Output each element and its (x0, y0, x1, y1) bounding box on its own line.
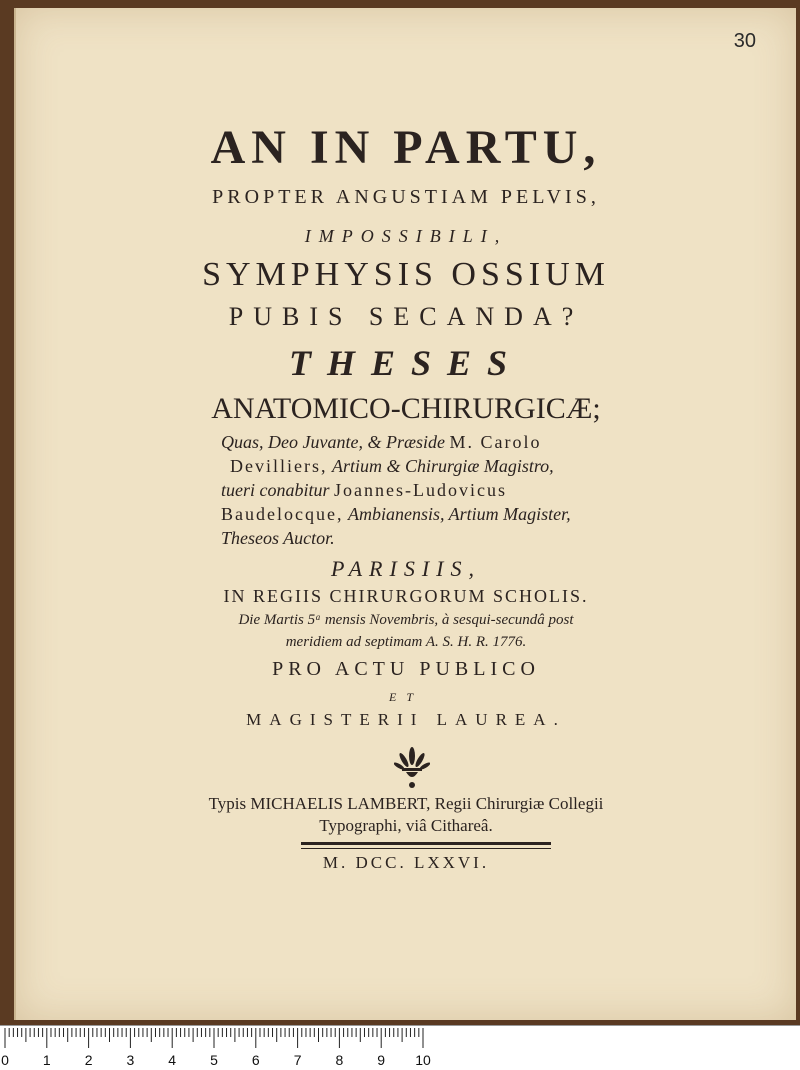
double-rule-top (301, 842, 551, 845)
imprint-act: PRO ACTU PUBLICO (272, 658, 540, 680)
ruler-label: 8 (335, 1052, 344, 1068)
imprint-date-1: Die Martis 5ᵃ mensis Novembris, à sesqui-secundâ post (238, 612, 574, 628)
imprint-et: ET (388, 690, 423, 704)
ruler-label: 4 (168, 1052, 177, 1068)
ruler-label: 2 (84, 1052, 93, 1068)
ruler-label: 5 (210, 1052, 218, 1068)
dedication-paragraph (221, 430, 651, 550)
double-rule-bottom (301, 848, 551, 849)
dedication-quas: Quas, Deo Juvante, & Præside (221, 432, 445, 452)
title-line-2: PROPTER ANGUSTIAM PELVIS, (212, 186, 600, 208)
dedication-tueri: tueri conabitur (221, 480, 330, 500)
ruler-label: 0 (1, 1052, 9, 1068)
title-line-3: IMPOSSIBILI, (304, 226, 508, 246)
ruler-label: 6 (251, 1052, 260, 1068)
ruler-label: 1 (42, 1052, 51, 1068)
fleuron-icon (394, 746, 430, 790)
dedication-devilliers: Devilliers, (230, 456, 328, 476)
title-page (14, 8, 796, 1020)
ruler-label: 9 (377, 1052, 386, 1068)
dedication-auctor: Theseos Auctor. (221, 528, 335, 548)
imprint-place: IN REGIIS CHIRURGORUM SCHOLIS. (223, 586, 589, 606)
ruler-label: 7 (293, 1052, 302, 1068)
dedication-baudelocque: Baudelocque, (221, 504, 344, 524)
imprint-city: PARISIIS, (331, 556, 481, 581)
imprint-laurea: MAGISTERII LAUREA. (246, 710, 566, 729)
title-line-4: SYMPHYSIS OSSIUM (202, 256, 610, 293)
ruler-scale (0, 1026, 800, 1070)
measurement-ruler (0, 1025, 800, 1070)
folio-number: 30 (733, 30, 756, 52)
dedication-carolo: M. Carolo (449, 432, 542, 452)
printer-line-2: Typographi, viâ Cithareâ. (319, 816, 493, 835)
dedication-joannes: Joannes-Ludovicus (334, 480, 507, 500)
dedication-ambianensis: Ambianensis, Artium Magister, (347, 504, 571, 524)
title-anatomico: ANATOMICO-CHIRURGICÆ; (211, 392, 601, 425)
ruler-label: 10 (415, 1052, 431, 1068)
printer-line-1: Typis MICHAELIS LAMBERT, Regii Chirurgiæ Collegii (208, 794, 604, 813)
dedication-magistro: Artium & Chirurgiæ Magistro, (331, 456, 554, 476)
publication-year: M. DCC. LXXVI. (322, 853, 490, 872)
title-line-1: AN IN PARTU, (210, 121, 602, 174)
imprint-date-2: meridiem ad septimam A. S. H. R. 1776. (285, 634, 527, 650)
ruler-label: 3 (126, 1052, 135, 1068)
title-theses: THESES (288, 343, 524, 383)
title-line-5: PUBIS SECANDA? (228, 302, 584, 331)
